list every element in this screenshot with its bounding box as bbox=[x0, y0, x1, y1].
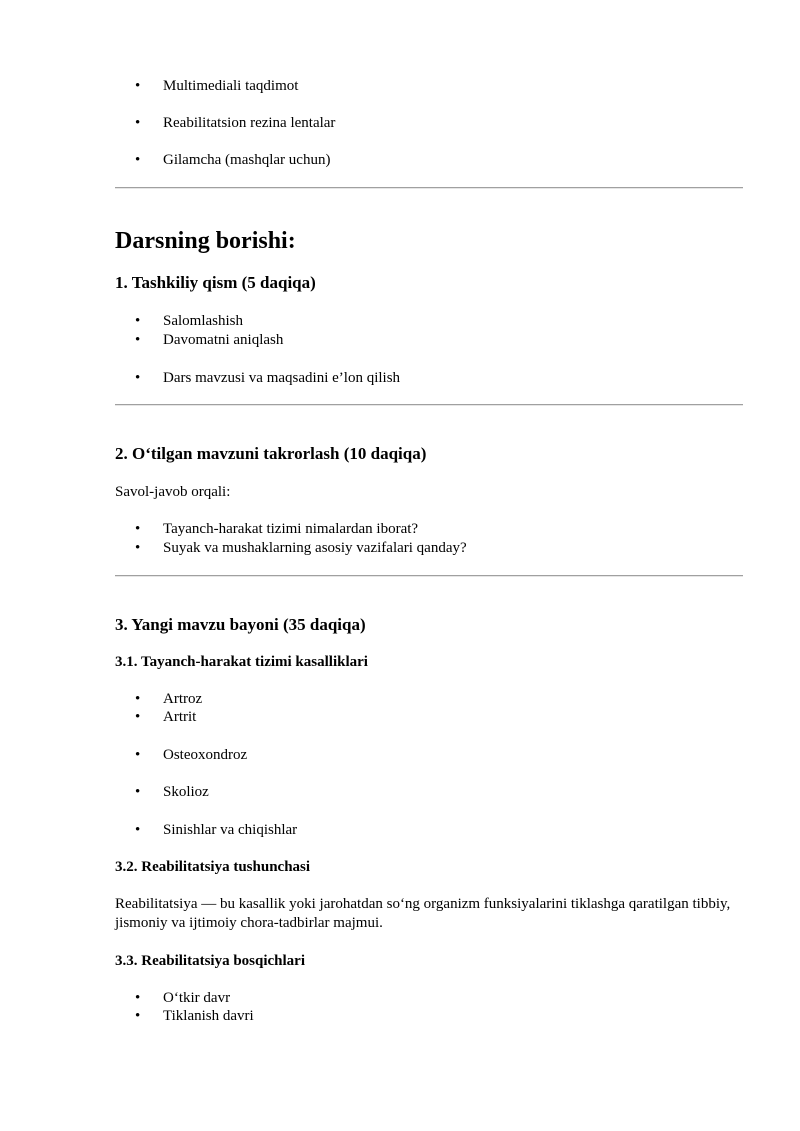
list-item: Dars mavzusi va maqsadini e’lon qilish bbox=[163, 370, 401, 386]
horizontal-divider bbox=[115, 404, 743, 406]
list-item: Tiklanish davri bbox=[163, 1008, 254, 1024]
bullet-icon: • bbox=[135, 115, 141, 131]
subsection-heading: 3.3. Reabilitatsiya bosqichlari bbox=[115, 953, 306, 969]
bullet-icon: • bbox=[135, 691, 141, 707]
bullet-icon: • bbox=[135, 990, 141, 1006]
list-item: Multimediali taqdimot bbox=[163, 78, 299, 94]
subsection-heading: 3.1. Tayanch-harakat tizimi kasalliklari bbox=[115, 654, 368, 670]
list-item: Davomatni aniqlash bbox=[163, 332, 284, 348]
horizontal-divider bbox=[115, 187, 743, 189]
list-item: Artroz bbox=[163, 691, 203, 707]
horizontal-divider bbox=[115, 575, 743, 577]
definition-paragraph: Reabilitatsiya — bu kasallik yoki jarohatdan so‘ng organizm funksiyalarini tiklashga qaratilgan tibbiy, jismoniy va ijtimoiy chora-tadbirlar majmui. bbox=[115, 896, 731, 931]
lesson-title: Darsning borishi: bbox=[115, 228, 296, 254]
list-item: Salomlashish bbox=[163, 313, 244, 329]
list-item: Reabilitatsion rezina lentalar bbox=[163, 115, 336, 131]
section-heading: 2. O‘tilgan mavzuni takrorlash (10 daqiqa) bbox=[115, 444, 427, 463]
list-item: Skolioz bbox=[163, 784, 209, 800]
bullet-icon: • bbox=[135, 152, 141, 168]
list-item: Artrit bbox=[163, 709, 197, 725]
bullet-icon: • bbox=[135, 521, 141, 537]
bullet-icon: • bbox=[135, 709, 141, 725]
list-item: Osteoxondroz bbox=[163, 747, 248, 763]
bullet-icon: • bbox=[135, 540, 141, 556]
section-heading: 3. Yangi mavzu bayoni (35 daqiqa) bbox=[115, 615, 366, 634]
list-item: Suyak va mushaklarning asosiy vazifalari qanday? bbox=[163, 540, 467, 556]
bullet-icon: • bbox=[135, 370, 141, 386]
subsection-heading: 3.2. Reabilitatsiya tushunchasi bbox=[115, 859, 311, 875]
list-item: Sinishlar va chiqishlar bbox=[163, 822, 298, 838]
bullet-icon: • bbox=[135, 784, 141, 800]
bullet-icon: • bbox=[135, 332, 141, 348]
section-heading: 1. Tashkiliy qism (5 daqiqa) bbox=[115, 273, 316, 292]
bullet-icon: • bbox=[135, 822, 141, 838]
bullet-icon: • bbox=[135, 313, 141, 329]
list-item: Gilamcha (mashqlar uchun) bbox=[163, 152, 331, 168]
list-item: Tayanch-harakat tizimi nimalardan iborat? bbox=[163, 521, 419, 537]
list-item: O‘tkir davr bbox=[163, 990, 231, 1006]
bullet-icon: • bbox=[135, 1008, 141, 1024]
section-intro-text: Savol-javob orqali: bbox=[115, 484, 231, 500]
bullet-icon: • bbox=[135, 747, 141, 763]
bullet-icon: • bbox=[135, 78, 141, 94]
